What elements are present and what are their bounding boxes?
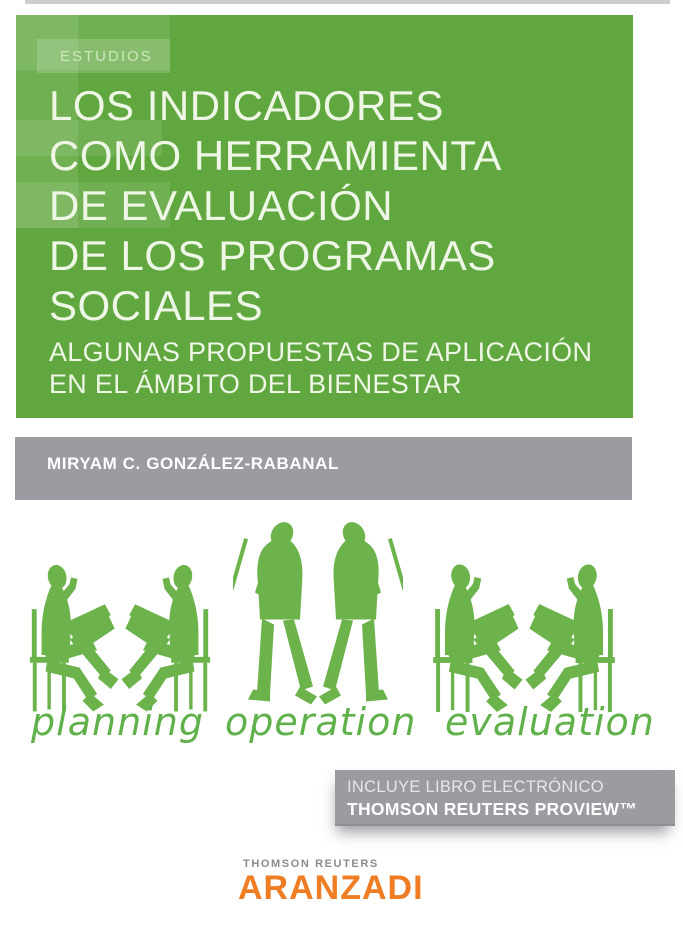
title-line: LOS INDICADORES — [49, 82, 444, 129]
cover-top-edge-line — [25, 0, 670, 4]
book-subtitle — [49, 336, 619, 400]
book-title — [49, 81, 619, 331]
title-line: SOCIALES — [49, 282, 264, 329]
ebook-badge-line2: THOMSON REUTERS PROVIEW™ — [347, 799, 638, 819]
ebook-badge-line1: INCLUYE LIBRO ELECTRÓNICO — [347, 778, 604, 796]
caption-operation: operation — [225, 700, 417, 744]
publisher-group-name: THOMSON REUTERS — [243, 858, 379, 870]
title-line: DE LOS PROGRAMAS — [49, 232, 496, 279]
subtitle-line: EN EL ÁMBITO DEL BIENESTAR — [49, 369, 462, 399]
caption-evaluation: evaluation — [445, 700, 655, 744]
title-line: DE EVALUACIÓN — [49, 182, 394, 229]
author-bar — [15, 437, 632, 500]
caption-planning: planning — [31, 700, 204, 744]
seated-discussion-silhouette — [25, 553, 215, 715]
ebook-badge — [335, 770, 675, 826]
title-line: COMO HERRAMIENTA — [49, 132, 502, 179]
publisher-logo — [238, 858, 478, 906]
collection-label-box — [37, 39, 170, 73]
title-block — [16, 15, 633, 418]
publisher-imprint: ARANZADI — [238, 869, 424, 907]
standing-workers-silhouette — [233, 512, 403, 708]
seated-discussion-silhouette — [428, 553, 620, 715]
subtitle-line: ALGUNAS PROPUESTAS DE APLICACIÓN — [49, 337, 593, 367]
author-name: MIRYAM C. GONZÁLEZ-RABANAL — [47, 454, 339, 473]
collection-label: ESTUDIOS — [60, 47, 153, 65]
